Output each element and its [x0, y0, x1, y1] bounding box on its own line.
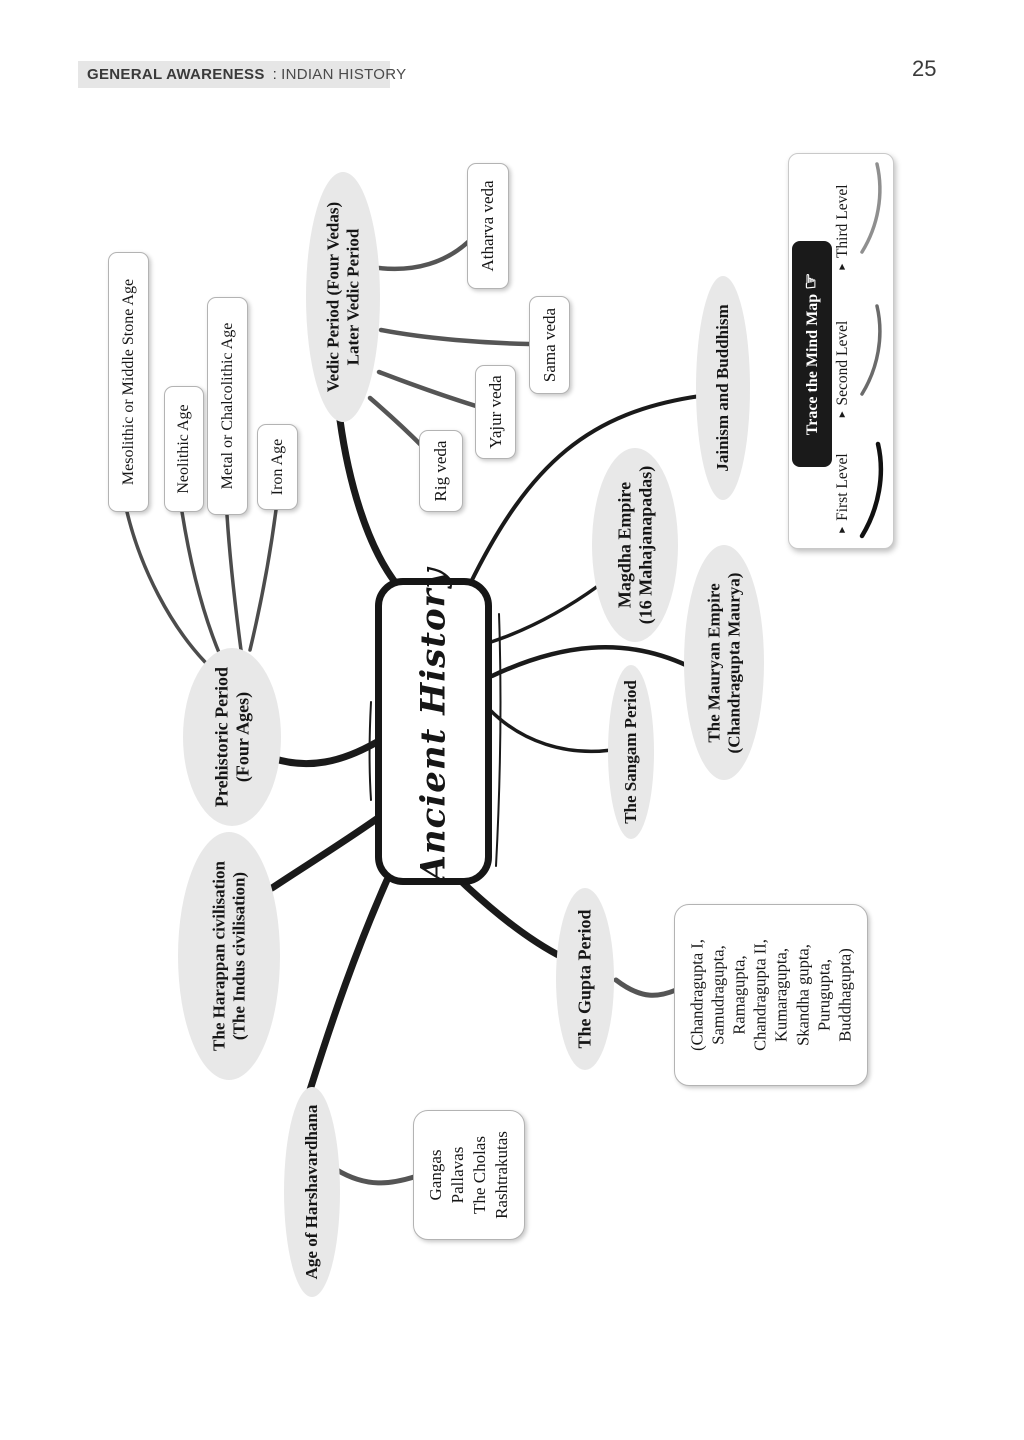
- node-sangam-period: [608, 665, 654, 839]
- node-iron-age: [257, 424, 298, 510]
- node-prehistoric-period: [183, 648, 281, 826]
- node-harappan-civilisation-line: The Harappan civilisation: [209, 861, 229, 1051]
- node-mesolithic-age-line: Mesolithic or Middle Stone Age: [119, 278, 137, 486]
- node-mauryan-empire: [684, 545, 764, 780]
- header-category: GENERAL AWARENESS: [87, 66, 265, 83]
- node-neolithic-age-line: Neolithic Age: [174, 404, 192, 494]
- node-harappan-civilisation-line: (The Indus civilisation): [229, 871, 248, 1041]
- node-age-of-harshavardhana: [284, 1087, 340, 1297]
- node-magdha-empire-line: Magdha Empire: [614, 481, 635, 609]
- legend-title: Trace the Mind Map: [804, 293, 822, 436]
- node-yajur-veda-line: Yajur veda: [485, 375, 505, 449]
- node-ancient-history: [375, 567, 492, 885]
- node-gupta-kings-line: Chandragupta II,: [750, 939, 770, 1051]
- node-jainism-buddhism-line: Jainism and Buddhism: [713, 304, 733, 472]
- page-number: 25: [912, 56, 937, 81]
- node-magdha-empire: [592, 448, 678, 642]
- node-age-of-harshavardhana-line: Age of Harshavardhana: [302, 1104, 322, 1280]
- node-atharva-veda-line: Atharva veda: [478, 180, 498, 272]
- node-harsha-dynasties-line: Rashtrakutas: [492, 1131, 512, 1219]
- node-harappan-civilisation: [178, 832, 280, 1080]
- node-gupta-kings-line: (Chandragupta I,: [687, 939, 707, 1051]
- triangle-icon: ►: [837, 261, 849, 272]
- node-harsha-dynasties-line: Pallavas: [447, 1146, 467, 1204]
- node-gupta-kings-line: Samudragupta,: [708, 945, 728, 1045]
- node-gupta-period-line: The Gupta Period: [574, 909, 595, 1049]
- node-vedic-period-line: Later Vedic Period: [343, 228, 362, 366]
- node-harsha-dynasties-line: Gangas: [425, 1149, 445, 1201]
- node-prehistoric-period-line: Prehistoric Period: [211, 666, 232, 808]
- node-harsha-dynasties: [413, 1110, 525, 1240]
- node-vedic-period: [306, 172, 380, 422]
- pointing-hand-icon: ☞: [801, 272, 823, 290]
- node-vedic-period-line: Vedic Period (Four Vedas): [323, 201, 343, 393]
- triangle-icon: ►: [837, 409, 849, 420]
- header-separator: :: [272, 66, 278, 83]
- node-yajur-veda: [475, 365, 516, 459]
- node-sangam-period-line: The Sangam Period: [621, 680, 641, 824]
- node-mesolithic-age: [108, 252, 149, 512]
- triangle-icon: ►: [837, 524, 849, 535]
- node-gupta-kings-line: Kumaragupta,: [772, 948, 791, 1042]
- node-mauryan-empire-line: (Chandragupta Maurya): [724, 572, 743, 753]
- node-iron-age-line: Iron Age: [268, 438, 286, 496]
- node-sama-veda-line: Sama veda: [539, 307, 559, 383]
- legend-level-label: Second Level: [834, 320, 852, 406]
- legend-level-label: First Level: [834, 453, 852, 521]
- node-harsha-dynasties-line: The Cholas: [470, 1136, 489, 1214]
- node-gupta-kings-line: Ramagupta,: [729, 955, 749, 1035]
- node-gupta-period: [556, 888, 614, 1070]
- node-magdha-empire-line: (16 Mahajanapadas): [635, 465, 655, 625]
- node-gupta-kings-line: Skandha gupta,: [793, 944, 813, 1046]
- node-gupta-kings: [674, 904, 868, 1086]
- header-subject: INDIAN HISTORY: [281, 66, 407, 83]
- node-neolithic-age: [164, 386, 204, 512]
- node-metal-age: [207, 297, 248, 515]
- node-gupta-kings-line: Purugupta,: [814, 959, 834, 1031]
- node-metal-age-line: Metal or Chalcolithic Age: [218, 322, 236, 490]
- node-sama-veda: [529, 296, 570, 394]
- node-jainism-buddhism: [696, 276, 750, 500]
- node-atharva-veda: [467, 163, 509, 289]
- node-rig-veda: [419, 430, 463, 512]
- node-ancient-history-line: Ancient History: [412, 567, 453, 881]
- node-prehistoric-period-line: (Four Ages): [232, 691, 252, 783]
- legend-level-label: Third Level: [834, 184, 852, 259]
- node-gupta-kings-line: Buddhagupta): [835, 948, 855, 1042]
- node-rig-veda-line: Rig veda: [431, 440, 451, 502]
- node-mauryan-empire-line: The Mauryan Empire: [704, 582, 724, 743]
